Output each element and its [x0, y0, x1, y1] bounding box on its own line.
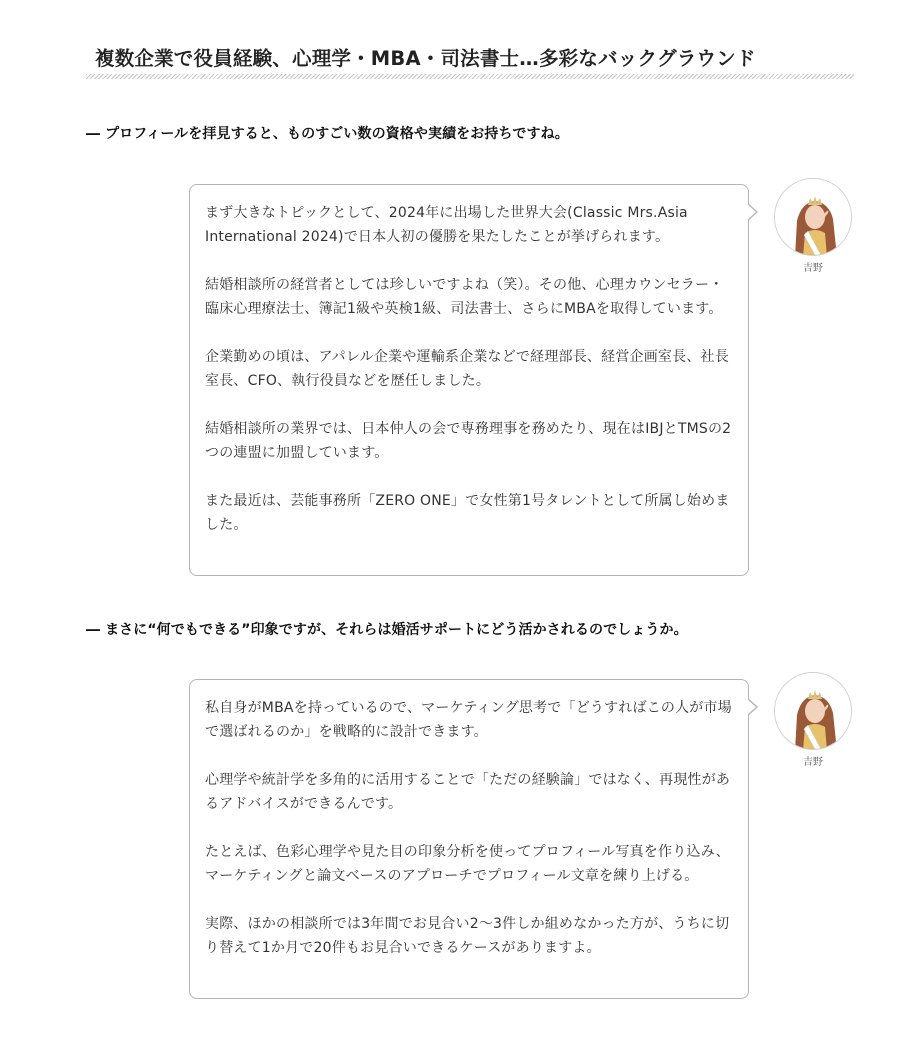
avatar	[774, 178, 852, 256]
interview-question-1: ― プロフィールを拝見すると、ものすごい数の資格や実績をお持ちですね。	[86, 126, 569, 142]
answer-paragraph: 実際、ほかの相談所では3年間でお見合い2～3件しか組めなかった方が、うちに切り替えて1か月で20件もお見合いできるケースがありますよ。	[205, 916, 730, 956]
portrait-icon	[775, 673, 852, 750]
section-heading: 複数企業で役員経験、心理学・MBA・司法書士…多彩なバックグラウンド	[95, 47, 756, 70]
speaker-name: 吉野	[803, 263, 823, 274]
speaker-block	[774, 672, 852, 768]
answer-paragraph: 私自身がMBAを持っているので、マーケティング思考で「どうすればこの人が市場で選ばれるのか」を戦略的に設計できます。	[205, 700, 732, 740]
interview-question-2: ― まさに“何でもできる”印象ですが、それらは婚活サポートにどう活かされるのでしょうか。	[86, 622, 688, 638]
speaker-block	[774, 178, 852, 274]
answer-paragraph: 企業勤めの頃は、アパレル企業や運輸系企業などで経理部長、経営企画室長、社長室長、CFO、執行役員などを歴任しました。	[205, 349, 729, 389]
avatar	[774, 672, 852, 750]
answer-paragraph: 結婚相談所の業界では、日本仲人の会で専務理事を務めたり、現在はIBJとTMSの2つの連盟に加盟しています。	[205, 421, 732, 461]
speech-bubble-1	[189, 184, 749, 576]
answer-paragraph: 結婚相談所の経営者としては珍しいですよね（笑）。その他、心理カウンセラー・臨床心理療法士、簿記1級や英検1級、司法書士、さらにMBAを取得しています。	[205, 277, 724, 317]
answer-paragraph: まず大きなトピックとして、2024年に出場した世界大会(Classic Mrs.Asia International 2024)で日本人初の優勝を果たしたことが挙げられます。	[205, 205, 688, 245]
answer-paragraph: たとえば、色彩心理学や見た目の印象分析を使ってプロフィール写真を作り込み、マーケティングと論文ベースのアプローチでプロフィール文章を練り上げる。	[205, 844, 730, 884]
heading-underline	[86, 74, 854, 79]
speaker-name: 吉野	[803, 757, 823, 768]
answer-paragraph: また最近は、芸能事務所「ZERO ONE」で女性第1号タレントとして所属し始めました。	[205, 493, 730, 533]
answer-paragraph: 心理学や統計学を多角的に活用することで「ただの経験論」ではなく、再現性があるアドバイスができるんです。	[205, 772, 731, 812]
portrait-icon	[775, 179, 852, 256]
speech-bubble-2	[189, 679, 749, 999]
